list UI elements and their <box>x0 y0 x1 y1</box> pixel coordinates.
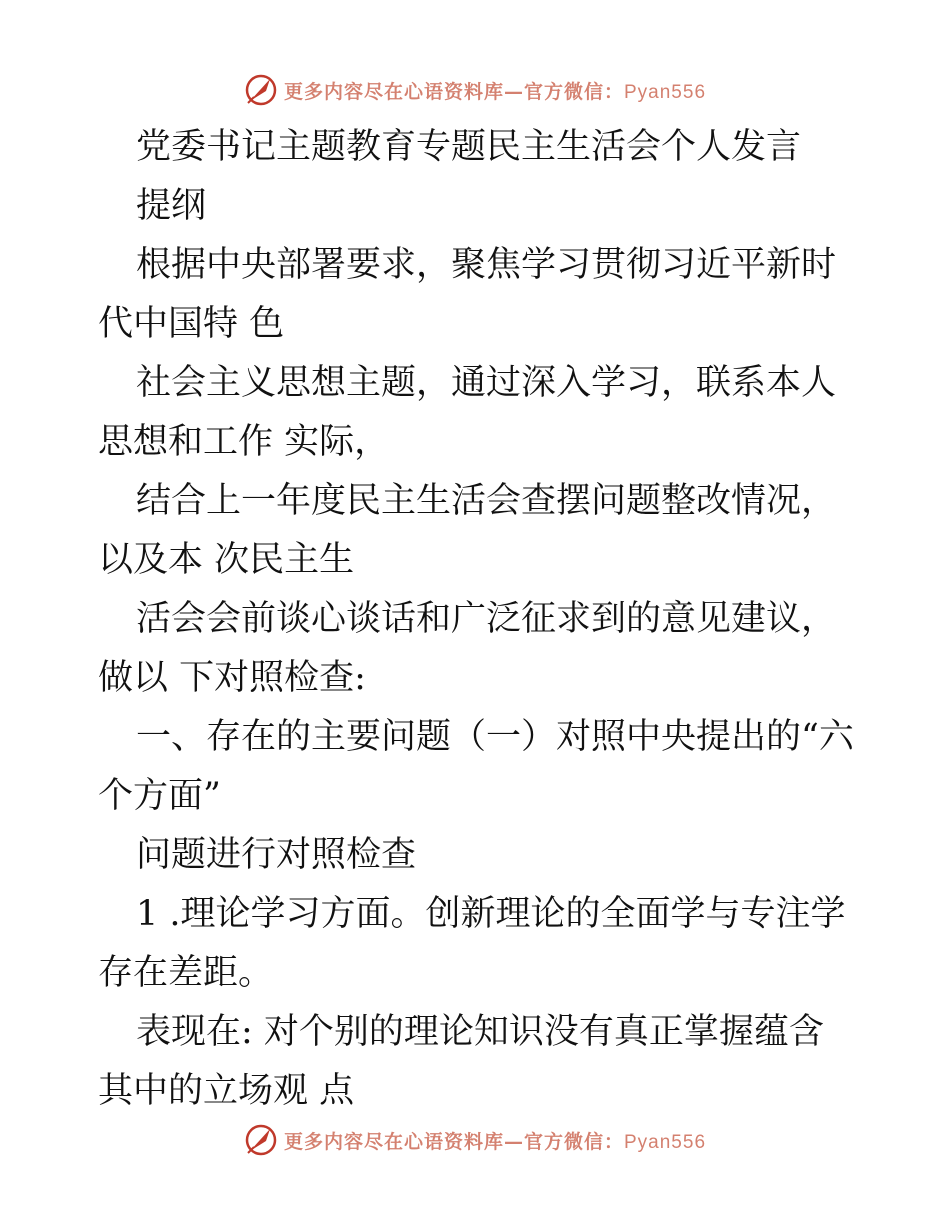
quill-logo-icon <box>244 73 278 107</box>
paragraph: 活会会前谈心谈话和广泛征求到的意见建议，做以 下对照检查: <box>98 599 837 698</box>
header-watermark <box>0 70 950 110</box>
paragraph: 根据中央部署要求，聚焦学习贯彻习近平新时代中国特 色 <box>98 245 837 344</box>
watermark-text: 更多内容尽在心语资料库—官方微信：Pyan556 <box>283 80 707 103</box>
wechat-id: Pyan556 <box>624 81 707 103</box>
paragraph: 问题进行对照检查 <box>136 835 417 875</box>
watermark-text: 更多内容尽在心语资料库—官方微信：Pyan556 <box>283 1130 707 1153</box>
paragraph: 1 .理论学习方面。创新理论的全面学与专注学存在差距。 <box>98 894 846 993</box>
document-body <box>98 118 858 1121</box>
paragraph: 表现在: 对个别的理论知识没有真正掌握蕴含其中的立场观 点 <box>98 1012 824 1111</box>
paragraph: 提纲 <box>136 186 207 226</box>
quill-logo-icon <box>244 1123 278 1157</box>
paragraph: 结合上一年度民主生活会查摆问题整改情况，以及本 次民主生 <box>98 481 837 580</box>
wechat-id: Pyan556 <box>624 1131 707 1153</box>
paragraph: 一、存在的主要问题（一）对照中央提出的“六个方面” <box>98 717 854 816</box>
footer-watermark <box>0 1120 950 1160</box>
paragraph: 社会主义思想主题，通过深入学习，联系本人思想和工作 实际， <box>98 363 837 462</box>
paragraph: 党委书记主题教育专题民主生活会个人发言 <box>136 127 802 167</box>
